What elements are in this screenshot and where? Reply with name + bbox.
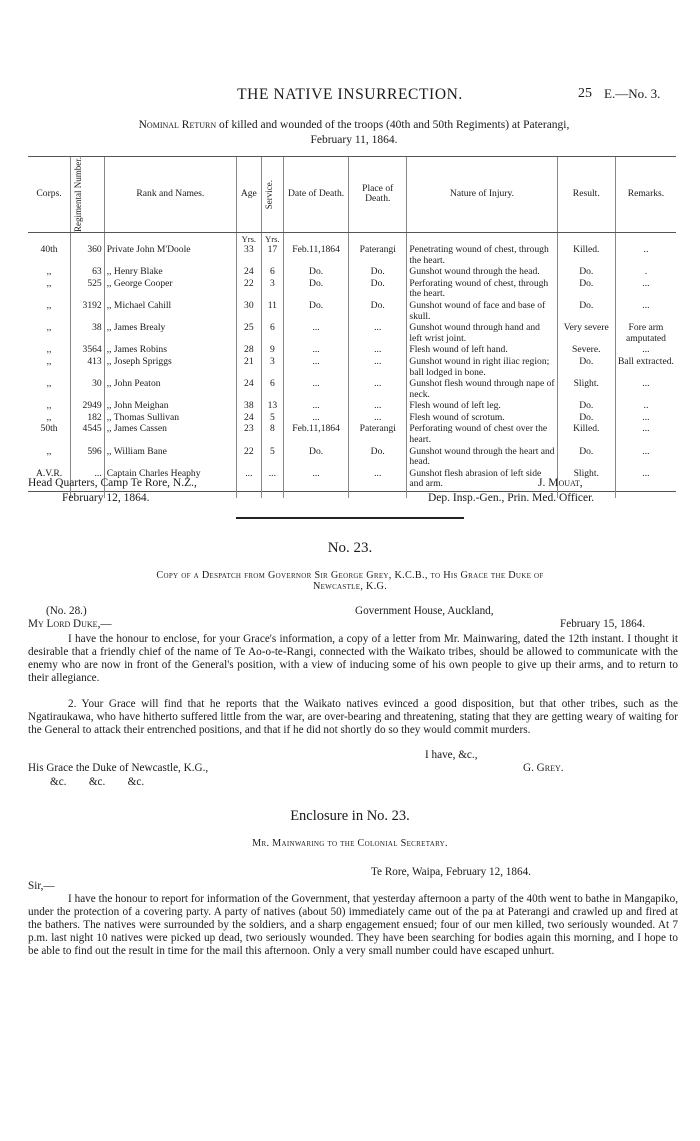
row-service: 6 xyxy=(261,379,283,401)
despatch-ref: (No. 28.) xyxy=(46,605,87,617)
row-corps: ,, xyxy=(46,400,52,412)
service-unit: Yrs. xyxy=(261,232,283,245)
row-age: 28 xyxy=(237,345,262,357)
col-service: Service. xyxy=(263,179,274,210)
row-injury: Flesh wound of left leg. xyxy=(407,401,557,413)
row-remarks: ... xyxy=(615,301,676,323)
row-number: 413 xyxy=(71,357,105,379)
despatch-heading-line2: Newcastle, K.G. xyxy=(312,581,388,592)
row-corps: ,, xyxy=(46,344,52,356)
row-injury: Gunshot wound through hand and left wrist joint. xyxy=(407,323,557,345)
row-corps: 50th xyxy=(40,423,58,435)
despatch-number: No. 23. xyxy=(327,540,373,556)
col-place-of-death: Place of Death. xyxy=(349,157,407,233)
row-remarks: Fore arm amputated xyxy=(615,323,676,345)
row-number: 2949 xyxy=(71,401,105,413)
despatch-closing: I have, &c., xyxy=(425,749,478,761)
row-remarks: ... xyxy=(615,379,676,401)
row-remarks: Ball extracted. xyxy=(615,357,676,379)
row-age: 22 xyxy=(237,447,262,469)
row-date: ... xyxy=(284,401,349,413)
row-corps: A.V.R. xyxy=(35,467,63,479)
row-corps: ,, xyxy=(46,299,52,311)
row-injury: Gunshot flesh wound through nape of neck. xyxy=(407,379,557,401)
signoff-place: Head Quarters, Camp Te Rore, N.Z., xyxy=(28,477,197,489)
table-row xyxy=(28,379,676,401)
row-remarks: . xyxy=(615,267,676,279)
table-row xyxy=(28,245,676,267)
page-title: THE NATIVE INSURRECTION. xyxy=(237,86,463,103)
despatch-etc: &c. &c. &c. xyxy=(50,776,145,788)
row-result: Do. xyxy=(557,413,615,425)
despatch-signature: G. Grey. xyxy=(523,762,564,774)
col-remarks: Remarks. xyxy=(615,157,676,233)
row-number: 30 xyxy=(71,379,105,401)
col-age: Age xyxy=(237,157,262,233)
row-result: Very severe xyxy=(557,323,615,345)
despatch-address: Government House, Auckland, xyxy=(355,605,494,617)
row-remarks: ... xyxy=(615,279,676,301)
row-age: ... xyxy=(237,469,262,492)
table-row xyxy=(28,357,676,379)
row-corps: ,, xyxy=(46,266,52,278)
row-injury: Gunshot wound through the head. xyxy=(407,267,557,279)
col-date-of-death: Date of Death. xyxy=(284,157,349,233)
despatch-heading xyxy=(0,570,700,592)
row-rank-name: ,, James Cassen xyxy=(104,424,236,446)
row-date: ... xyxy=(284,323,349,345)
despatch-recipient: His Grace the Duke of Newcastle, K.G., xyxy=(28,762,209,774)
col-nature-of-injury: Nature of Injury. xyxy=(407,157,557,233)
row-place: ... xyxy=(349,401,407,413)
col-corps: Corps. xyxy=(28,157,71,233)
enclosure-subheading: Mr. Mainwaring to the Colonial Secretary. xyxy=(252,838,448,849)
row-result: Do. xyxy=(557,447,615,469)
table-header-row xyxy=(28,157,676,233)
row-place: Do. xyxy=(349,301,407,323)
return-caption xyxy=(34,118,674,148)
row-number: ... xyxy=(71,469,105,492)
row-rank-name: ,, Michael Cahill xyxy=(104,301,236,323)
row-age: 38 xyxy=(237,401,262,413)
row-number: 525 xyxy=(71,279,105,301)
row-corps: ,, xyxy=(46,411,52,423)
row-result: Do. xyxy=(557,357,615,379)
row-injury: Gunshot wound of face and base of skull. xyxy=(407,301,557,323)
col-regimental-number: Regimental Number. xyxy=(73,157,84,232)
row-corps: ,, xyxy=(46,355,52,367)
row-service: 17 xyxy=(261,245,283,267)
row-service: 9 xyxy=(261,345,283,357)
row-date: ... xyxy=(284,413,349,425)
row-result: Killed. xyxy=(557,424,615,446)
row-age: 23 xyxy=(237,424,262,446)
age-unit: Yrs. xyxy=(237,232,262,245)
row-date: Feb.11,1864 xyxy=(284,424,349,446)
row-number: 3192 xyxy=(71,301,105,323)
document-reference: E.—No. 3. xyxy=(604,86,661,101)
row-corps: ,, xyxy=(46,277,52,289)
casualty-table xyxy=(28,156,676,498)
row-date: ... xyxy=(284,345,349,357)
row-date: ... xyxy=(284,379,349,401)
despatch-heading-line1: Copy of a Despatch from Governor Sir George Grey, K.C.B., to His Grace the Duke of xyxy=(156,570,544,581)
row-age: 24 xyxy=(237,413,262,425)
row-result: Do. xyxy=(557,267,615,279)
row-injury: Flesh wound of scrotum. xyxy=(407,413,557,425)
row-rank-name: Captain Charles Heaphy xyxy=(104,469,236,492)
row-rank-name: ,, William Bane xyxy=(104,447,236,469)
return-caption-lead: Nominal Return xyxy=(138,119,217,131)
despatch-salutation: My Lord Duke,— xyxy=(28,618,112,630)
enclosure-body: I have the honour to report for information of the Government, that yesterday afternoon a party of the 40th went to bathe in Mangapiko, under the protection of a covering party. A party of natives (about 50) immediately came out of the pa at Paterangi and crawled up and fired at the bathers. The natives were surrounded by the soldiers, and a sharp engagement ensued; four of our men killed, two seriously wounded. At 7 p.m. last night 10 natives were picked up dead, two seriously wounded. They have been searching for bodies again this morning, and I hope to be able to find out the result in time for the mail this afternoon. Only a very small number could have escaped unhurt. xyxy=(28,893,678,957)
row-age: 24 xyxy=(237,267,262,279)
table-row xyxy=(28,279,676,301)
row-place: ... xyxy=(349,345,407,357)
despatch-paragraph-2: 2. Your Grace will find that he reports that the Waikato natives evinced a good disposition, but that other tribes, such as the Ngatiraukawa, who have hitherto suffered little from the war, are over-bearing and threatening, stating that they are getting weary of waiting for the General to attack their entrenched positions, and that if he did not shortly do so they would commit murders. xyxy=(28,698,678,736)
row-injury: Flesh wound of left hand. xyxy=(407,345,557,357)
row-service: 13 xyxy=(261,401,283,413)
row-service: 5 xyxy=(261,413,283,425)
row-result: Slight. xyxy=(557,469,615,492)
row-rank-name: ,, Joseph Spriggs xyxy=(104,357,236,379)
row-remarks: .. xyxy=(615,401,676,413)
row-injury: Penetrating wound of chest, through the heart. xyxy=(407,245,557,267)
table-row xyxy=(28,323,676,345)
row-remarks: ... xyxy=(615,413,676,425)
row-number: 360 xyxy=(71,245,105,267)
row-age: 25 xyxy=(237,323,262,345)
row-rank-name: ,, James Brealy xyxy=(104,323,236,345)
row-injury: Gunshot flesh abrasion of left side and arm. xyxy=(407,469,557,492)
row-date: Do. xyxy=(284,447,349,469)
row-place: Do. xyxy=(349,267,407,279)
row-date: ... xyxy=(284,357,349,379)
row-injury: Gunshot wound in right iliac region; ball lodged in bone. xyxy=(407,357,557,379)
table-row xyxy=(28,424,676,446)
row-number: 38 xyxy=(71,323,105,345)
row-date: Do. xyxy=(284,267,349,279)
row-number: 63 xyxy=(71,267,105,279)
row-age: 22 xyxy=(237,279,262,301)
row-age: 24 xyxy=(237,379,262,401)
row-rank-name: ,, James Robins xyxy=(104,345,236,357)
row-result: Do. xyxy=(557,301,615,323)
row-service: 6 xyxy=(261,323,283,345)
enclosure-title: Enclosure in No. 23. xyxy=(290,808,410,824)
row-rank-name: ,, George Cooper xyxy=(104,279,236,301)
row-place: Do. xyxy=(349,279,407,301)
row-number: 4545 xyxy=(71,424,105,446)
row-rank-name: ,, John Peaton xyxy=(104,379,236,401)
row-service: 6 xyxy=(261,267,283,279)
row-age: 30 xyxy=(237,301,262,323)
section-divider xyxy=(236,517,464,519)
row-place: ... xyxy=(349,413,407,425)
row-service: 8 xyxy=(261,424,283,446)
return-caption-date: February 11, 1864. xyxy=(310,134,398,146)
row-service: 3 xyxy=(261,357,283,379)
row-injury: Perforating wound of chest over the heart. xyxy=(407,424,557,446)
row-place: ... xyxy=(349,357,407,379)
row-date: Do. xyxy=(284,279,349,301)
row-remarks: ... xyxy=(615,469,676,492)
row-place: ... xyxy=(349,323,407,345)
enclosure-address: Te Rore, Waipa, February 12, 1864. xyxy=(371,866,531,878)
row-service: 5 xyxy=(261,447,283,469)
row-rank-name: Private John M'Doole xyxy=(104,245,236,267)
row-result: Do. xyxy=(557,401,615,413)
signoff-date: February 12, 1864. xyxy=(62,492,150,504)
row-injury: Perforating wound of chest, through the heart. xyxy=(407,279,557,301)
col-result: Result. xyxy=(557,157,615,233)
enclosure-salutation: Sir,— xyxy=(28,880,55,892)
col-rank-names: Rank and Names. xyxy=(104,157,236,233)
row-number: 3564 xyxy=(71,345,105,357)
row-number: 182 xyxy=(71,413,105,425)
signoff-name: J. Mouat, xyxy=(538,477,583,489)
row-number: 596 xyxy=(71,447,105,469)
row-date: Do. xyxy=(284,301,349,323)
row-corps: 40th xyxy=(40,243,58,255)
row-rank-name: ,, Henry Blake xyxy=(104,267,236,279)
row-remarks: ... xyxy=(615,345,676,357)
row-place: ... xyxy=(349,379,407,401)
row-place: Paterangi xyxy=(349,424,407,446)
signoff-title: Dep. Insp.-Gen., Prin. Med. Officer. xyxy=(428,492,595,504)
row-result: Do. xyxy=(557,279,615,301)
row-remarks: ... xyxy=(615,424,676,446)
table-row xyxy=(28,447,676,469)
row-result: Killed. xyxy=(557,245,615,267)
row-corps: ,, xyxy=(46,445,52,457)
row-corps: ,, xyxy=(46,378,52,390)
row-remarks: .. xyxy=(615,245,676,267)
row-place: Do. xyxy=(349,447,407,469)
page-number: 25 xyxy=(578,86,592,101)
row-result: Severe. xyxy=(557,345,615,357)
row-result: Slight. xyxy=(557,379,615,401)
row-remarks: ... xyxy=(615,447,676,469)
row-age: 33 xyxy=(237,245,262,267)
row-date: Feb.11,1864 xyxy=(284,245,349,267)
row-rank-name: ,, Thomas Sullivan xyxy=(104,413,236,425)
row-service: ... xyxy=(261,469,283,492)
despatch-date: February 15, 1864. xyxy=(560,618,646,630)
return-caption-rest: of killed and wounded of the troops (40th and 50th Regiments) at Paterangi, xyxy=(216,119,570,131)
row-age: 21 xyxy=(237,357,262,379)
row-service: 3 xyxy=(261,279,283,301)
table-row xyxy=(28,301,676,323)
row-corps: ,, xyxy=(46,322,52,334)
row-place: ... xyxy=(349,469,407,492)
row-injury: Gunshot wound through the heart and head. xyxy=(407,447,557,469)
row-service: 11 xyxy=(261,301,283,323)
row-rank-name: ,, John Meighan xyxy=(104,401,236,413)
despatch-paragraph-1: I have the honour to enclose, for your Grace's information, a copy of a letter from Mr. Mainwaring, dated the 12th instant. I thought it desirable that a friendly chief of the name of Te Ao-o-te-Rangi, connected with the Waikato tribes, should be allowed to communicate with the enemy who are now in front of the General's position, with a view of inducing some of his own people to give up their arms, and to return to their allegiance. xyxy=(28,633,678,684)
row-date: ... xyxy=(284,469,349,492)
row-place: Paterangi xyxy=(349,245,407,267)
